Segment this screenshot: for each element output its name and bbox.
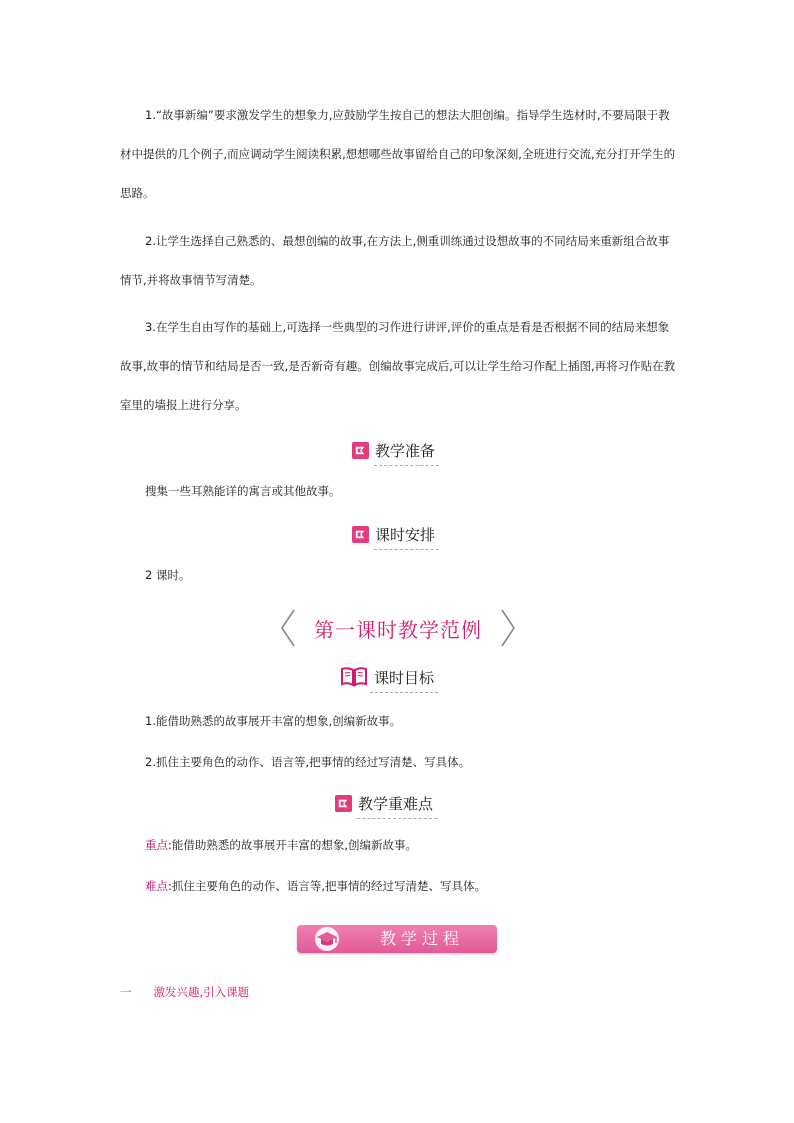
heading-label: 课时安排 [375,526,436,544]
left-bracket-icon [278,608,298,648]
banner-text: 教学过程 [379,929,464,948]
graduation-cap-icon [311,926,343,952]
difficulty-line [145,878,486,894]
heading-label: 教学准备 [375,442,436,460]
paragraph-1: 1.“故事新编”要求激发学生的想象力,应鼓励学生按自己的想法大胆创编。指导学生选材时,不要局限于教材中提供的几个例子,而应调动学生阅读积累,想想哪些故事留给自己的印象深刻,全班进行交流,充分打开学生的思路。 [120,108,676,200]
heading-key-points [335,793,433,814]
pink-flag-icon [352,526,369,543]
paragraph-2: 2.让学生选择自己熟悉的、最想创编的故事,在方法上,侧重训练通过设想故事的不同结局来重新组合故事情节,并将故事情节写清楚。 [120,234,670,287]
focus-text: :能借助熟悉的故事展开丰富的想象,创编新故事。 [168,838,418,852]
pink-flag-icon [335,795,352,812]
schedule-text: 2 课时。 [145,568,191,582]
heading-label: 教学重难点 [358,795,434,813]
process-banner [297,925,497,953]
section-number: 一 [120,985,132,999]
right-bracket-icon [498,608,518,648]
lesson-title [278,608,518,648]
goal-item-1: 1.能借助熟悉的故事展开丰富的想象,创编新故事。 [145,714,402,728]
section-one-heading [120,984,249,1000]
heading-lesson-goals [340,666,434,688]
prep-text: 搜集一些耳熟能详的寓言或其他故事。 [145,484,341,498]
paragraph-3: 3.在学生自由写作的基础上,可选择一些典型的习作进行讲评,评价的重点是看是否根据不同的结局来想象故事,故事的情节和结局是否一致,是否新奇有趣。创编故事完成后,可以让学生给习作配上插图,再将习作贴在教室里的墙报上进行分享。 [120,320,676,412]
section-title: 激发兴趣,引入课题 [153,985,250,999]
heading-label: 课时目标 [374,668,435,687]
lesson-title-text: 第一课时教学范例 [314,617,482,642]
goal-item-2: 2.抓住主要角色的动作、语言等,把事情的经过写清楚、写具体。 [145,755,471,769]
difficulty-text: :抓住主要角色的动作、语言等,把事情的经过写清楚、写具体。 [168,879,487,893]
heading-lesson-schedule [352,524,435,545]
pink-flag-icon [352,442,369,459]
difficulty-label: 难点 [145,879,168,893]
open-book-icon [340,666,368,688]
focus-label: 重点 [145,838,168,852]
focus-line [145,837,417,853]
heading-teaching-prep [352,440,435,461]
